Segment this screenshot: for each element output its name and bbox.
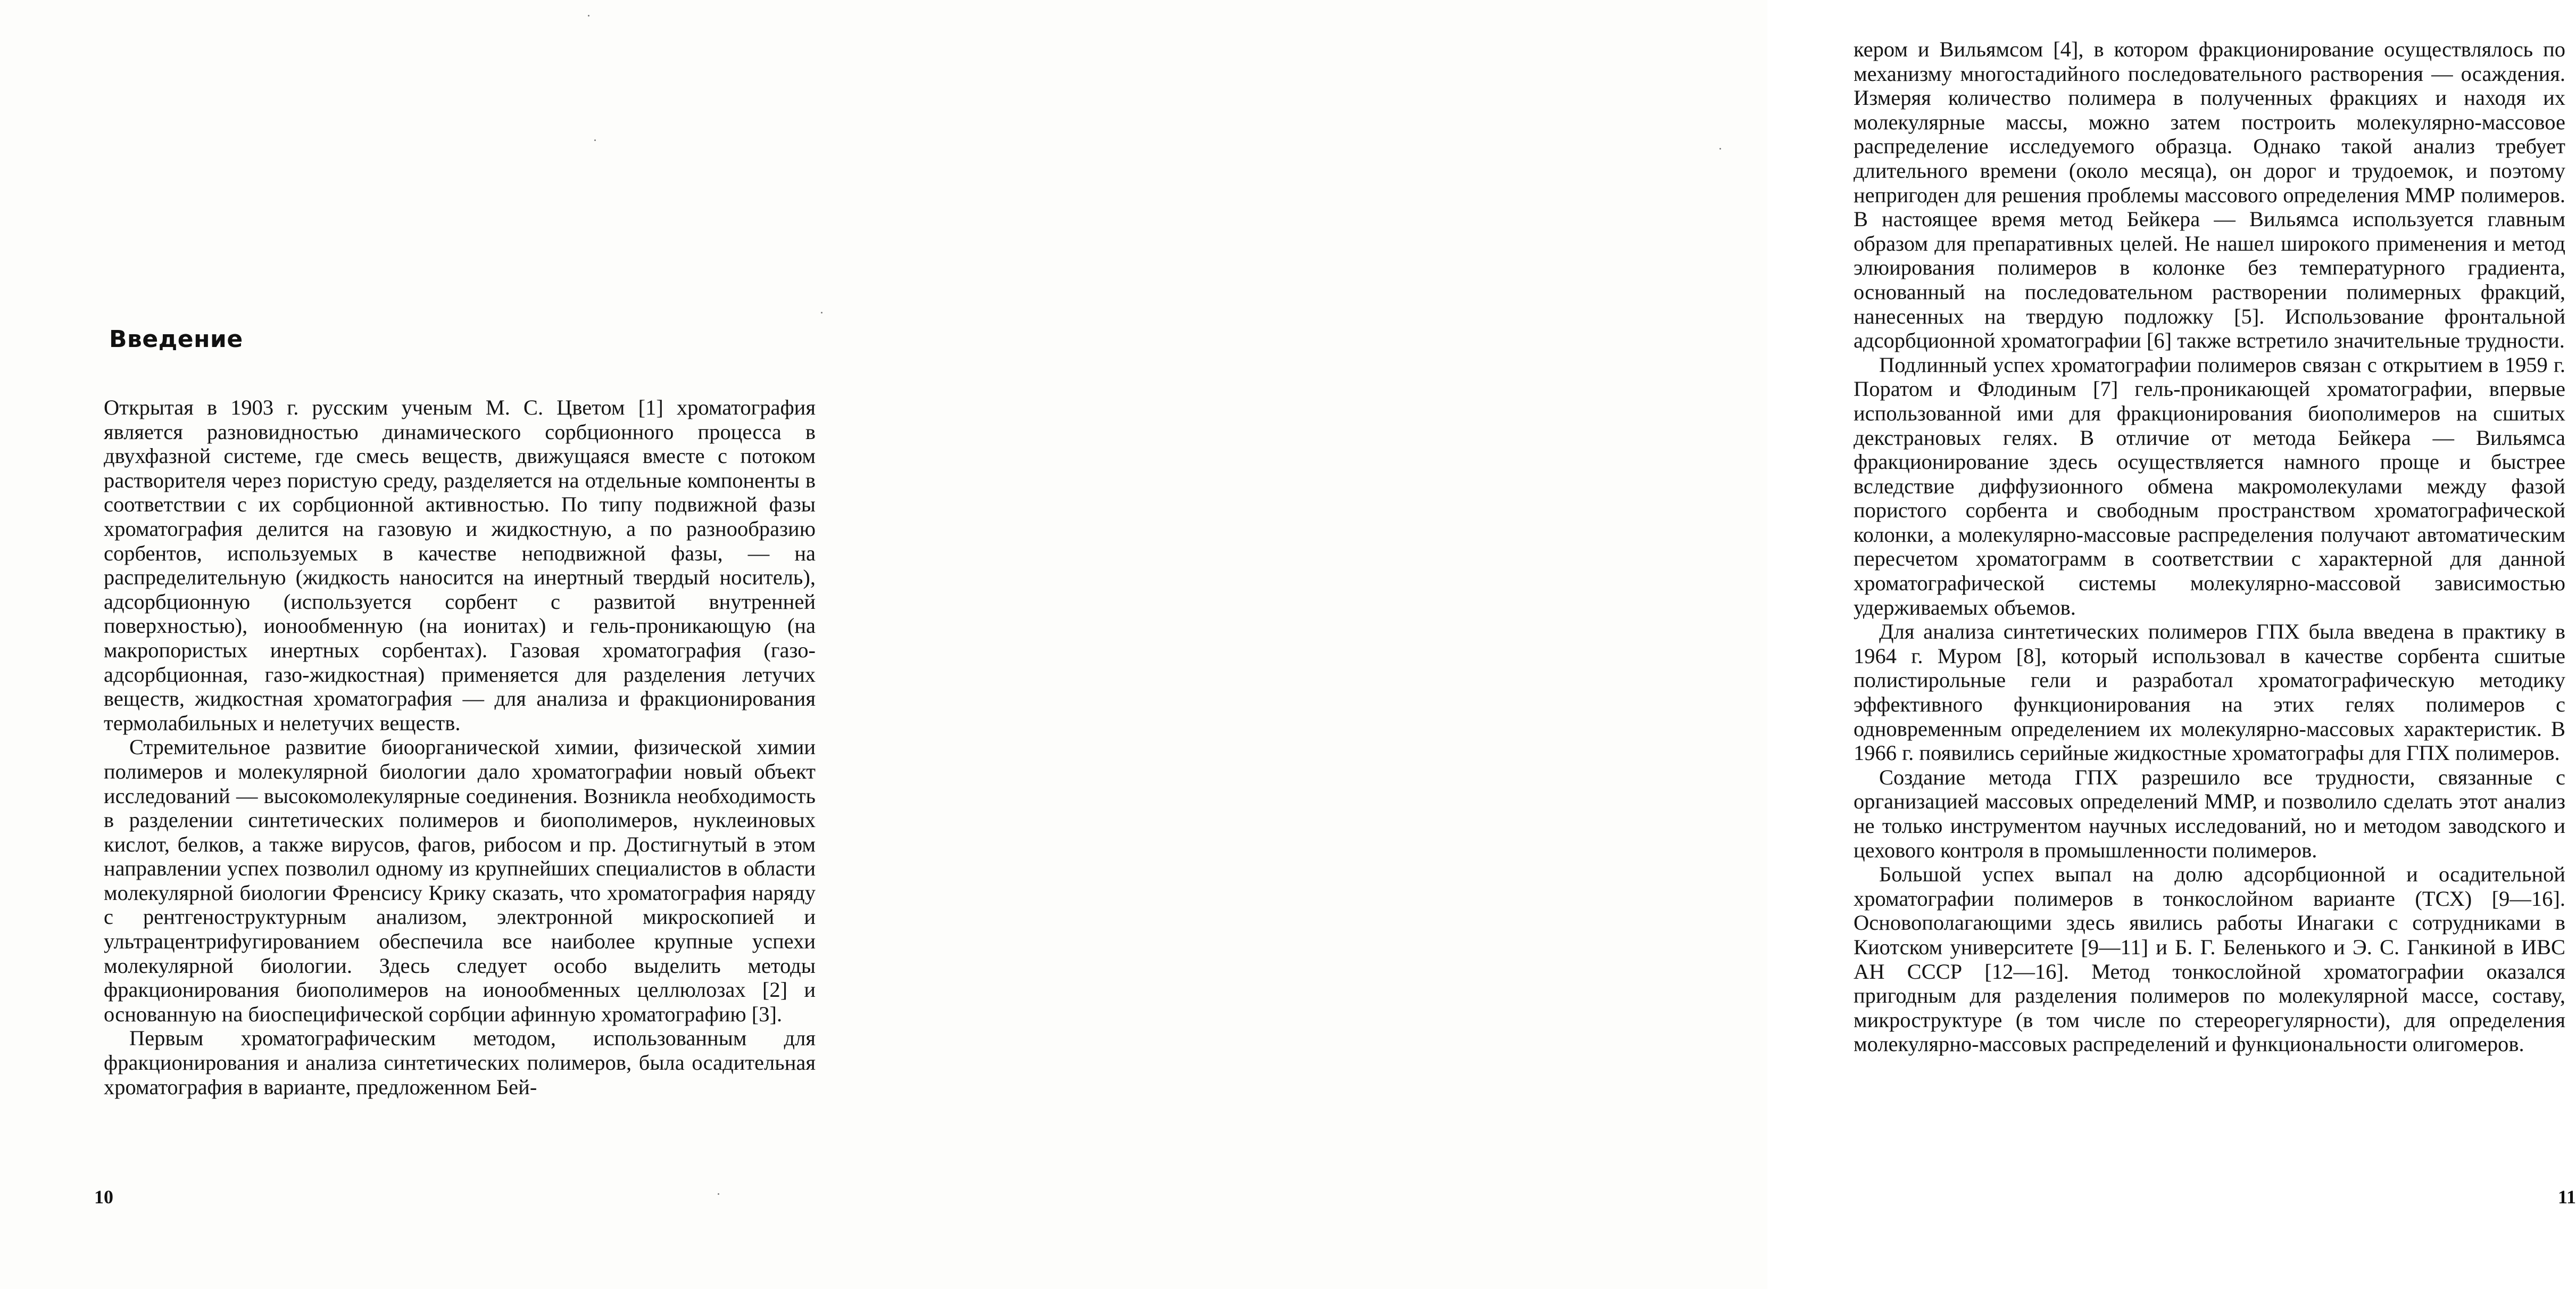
page-number-left: 10 bbox=[94, 1186, 113, 1208]
print-speck bbox=[588, 15, 589, 16]
paragraph: кером и Вильямсом [4], в котором фракционирование осуществлялось по механизму многостадийного последовательного растворения — осаждения. Измеряя количество полимера в полученных фракциях и находя их молекулярные массы, можно затем построить молекулярно-массовое распределение исследуемого образца. Однако такой анализ требует длительного времени (около месяца), он дорог и трудоемок, и поэтому непригоден для решения проблемы массового определения ММР полимеров. В настоящее время метод Бейкера — Вильямса используется главным образом для препаративных целей. Не нашел широкого применения и метод элюирования полимеров в колонке без температурного градиента, основанный на последовательном растворении полимерных фракций, нанесенных на твердую подложку [5]. Использование фронтальной адсорбционной хроматографии [6] также встретило значительные трудности. bbox=[1854, 37, 2565, 353]
left-text-column bbox=[104, 395, 816, 1099]
paragraph: Большой успех выпал на долю адсорбционной и осадительной хроматографии полимеров в тонкослойном варианте (ТСХ) [9—16]. Основополагающими здесь явились работы Инагаки с сотрудниками в Киотском университете [9—11] и Б. Г. Беленького и Э. С. Ганкиной в ИВС АН СССР [12—16]. Метод тонкослойной хроматографии оказался пригодным для разделения полимеров по молекулярной массе, составу, микроструктуре (в том числе по стереорегулярности), для определения молекулярно-массовых распределений и функциональности олигомеров. bbox=[1854, 862, 2565, 1056]
right-page bbox=[884, 0, 2576, 1289]
left-page bbox=[0, 0, 884, 1289]
paragraph: Открытая в 1903 г. русским ученым М. С. Цветом [1] хроматография является разновидностью динамического сорбционного процесса в двухфазной системе, где смесь веществ, движущаяся вместе с потоком растворителя через пористую среду, разделяется на отдельные компоненты в соответствии с их сорбционной активностью. По типу подвижной фазы хроматография делится на газовую и жидкостную, а по разнообразию сорбентов, используемых в качестве неподвижной фазы, — на распределительную (жидкость наносится на инертный твердый носитель), адсорбционную (используется сорбент с развитой внутренней поверхностью), ионообменную (на ионитах) и гель-проникающую (на макропористых инертных сорбентах). Газовая хроматография (газо-адсорбционная, газо-жидкостная) применяется для разделения летучих веществ, жидкостная хроматография — для анализа и фракционирования термолабильных и нелетучих веществ. bbox=[104, 395, 816, 735]
print-speck bbox=[1719, 148, 1721, 150]
print-speck bbox=[821, 312, 822, 313]
paragraph: Создание метода ГПХ разрешило все трудности, связанные с организацией массовых определений ММР, и позволило сделать этот анализ не только инструментом научных исследований, но и методом заводского и цехового контроля в промышленности полимеров. bbox=[1854, 765, 2565, 862]
section-heading: Введение bbox=[109, 326, 243, 353]
right-text-column bbox=[1854, 37, 2565, 1056]
print-speck bbox=[594, 139, 596, 141]
page-number-right: 11 bbox=[2558, 1186, 2576, 1208]
paragraph: Первым хроматографическим методом, использованным для фракционирования и анализа синтетических полимеров, была осадительная хроматография в варианте, предложенном Бей- bbox=[104, 1026, 816, 1099]
paragraph: Стремительное развитие биоорганической химии, физической химии полимеров и молекулярной биологии дало хроматографии новый объект исследований — высокомолекулярные соединения. Возникла необходимость в разделении синтетических полимеров и биополимеров, нуклеиновых кислот, белков, а также вирусов, фагов, рибосом и пр. Достигнутый в этом направлении успех позволил одному из крупнейших специалистов в области молекулярной биологии Френсису Крику сказать, что хроматография наряду с рентгеноструктурным анализом, электронной микроскопией и ультрацентрифугированием обеспечила все наиболее крупные успехи молекулярной биологии. Здесь следует особо выделить методы фракционирования биополимеров на ионообменных целлюлозах [2] и основанную на биоспецифической сорбции афинную хроматографию [3]. bbox=[104, 735, 816, 1026]
print-speck bbox=[718, 1193, 719, 1195]
paragraph: Для анализа синтетических полимеров ГПХ была введена в практику в 1964 г. Муром [8], который использовал в качестве сорбента сшитые полистирольные гели и разработал хроматографическую методику эффективного функционирования на этих гелях полимеров с одновременным определением их молекулярно-массовых характеристик. В 1966 г. появились серийные жидкостные хроматографы для ГПХ полимеров. bbox=[1854, 619, 2565, 765]
paragraph: Подлинный успех хроматографии полимеров связан с открытием в 1959 г. Поратом и Флодиным [7] гель-проникающей хроматографии, впервые использованной ими для фракционирования биополимеров на сшитых декстрановых гелях. В отличие от метода Бейкера — Вильямса фракционирование здесь осуществляется намного проще и быстрее вследствие диффузионного обмена макромолекулами между фазой пористого сорбента и свободным пространством хроматографической колонки, а молекулярно-массовые распределения получают автоматическим пересчетом хроматограмм в соответствии с характерной для данной хроматографической системы молекулярно-массовой зависимостью удерживаемых объемов. bbox=[1854, 352, 2565, 619]
